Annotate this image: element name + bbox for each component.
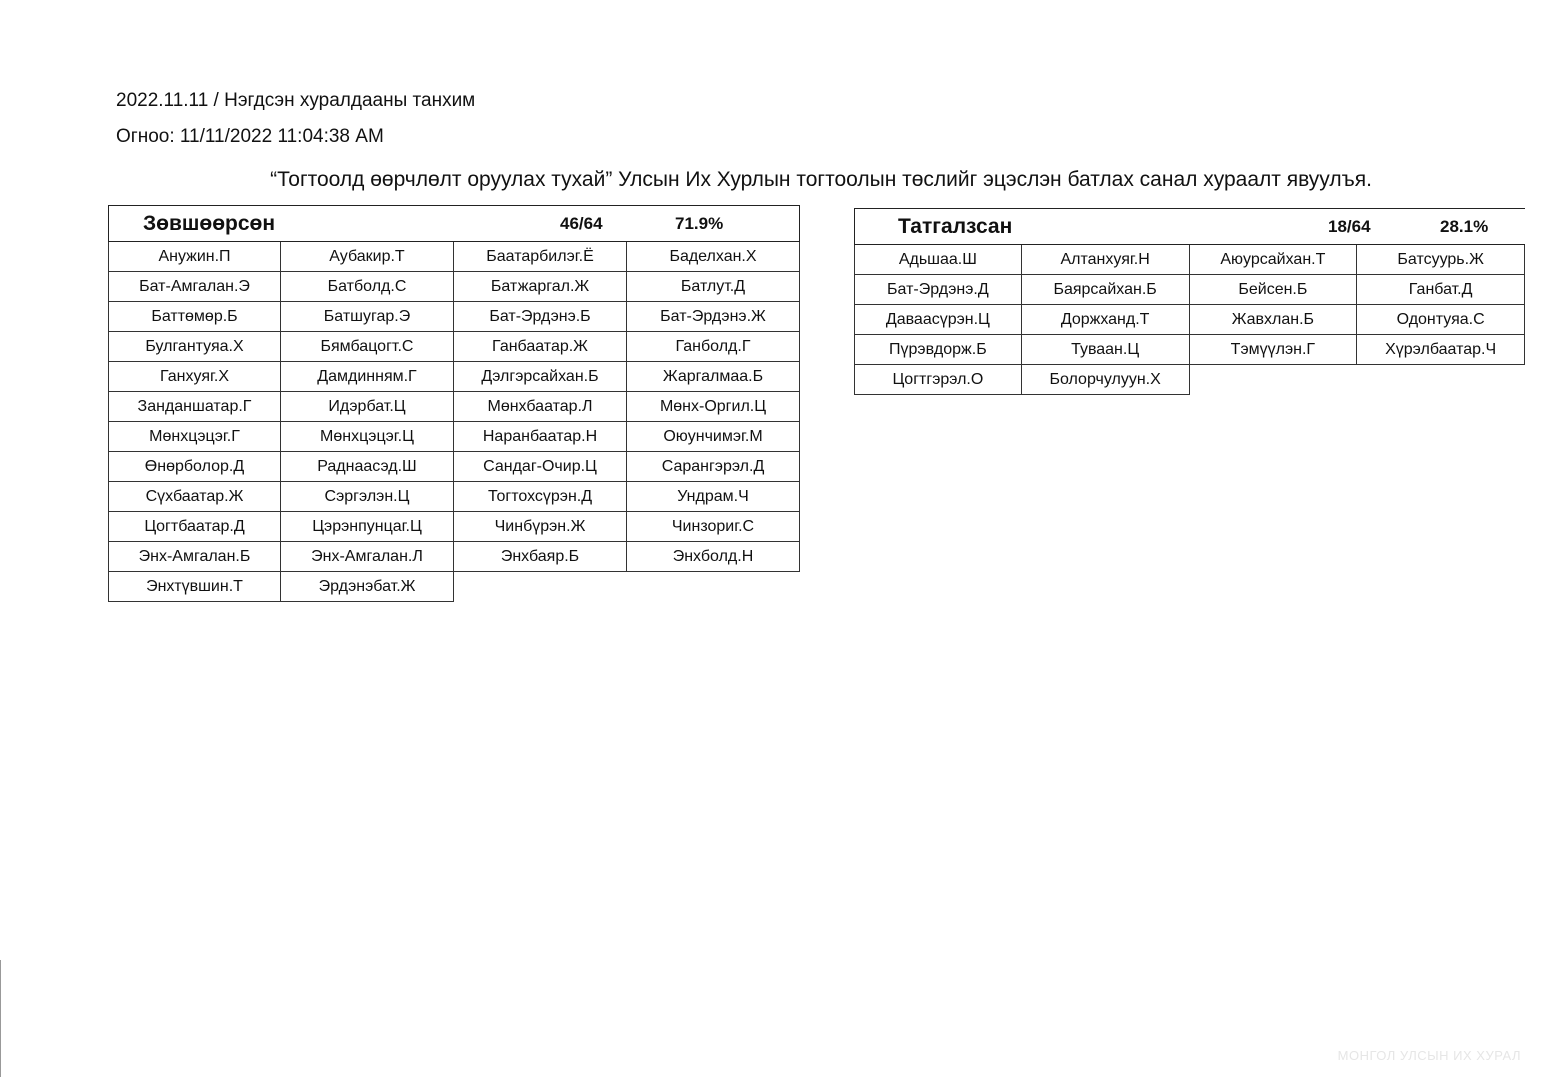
member-name: Тогтохсүрэн.Д xyxy=(454,482,627,512)
approved-percent: 71.9% xyxy=(675,213,724,233)
member-name: Энх-Амгалан.Л xyxy=(281,542,454,572)
member-name: Цогтбаатар.Д xyxy=(108,512,281,542)
member-name: Энхтүвшин.Т xyxy=(108,572,281,602)
member-name: Ганбат.Д xyxy=(1357,275,1525,305)
member-name: Туваан.Ц xyxy=(1022,335,1190,365)
member-name: Булгантуяа.Х xyxy=(108,332,281,362)
member-name: Раднаасэд.Ш xyxy=(281,452,454,482)
member-name: Оюунчимэг.М xyxy=(627,422,800,452)
member-name: Сэргэлэн.Ц xyxy=(281,482,454,512)
member-name: Бат-Эрдэнэ.Б xyxy=(454,302,627,332)
session-line: 2022.11.11 / Нэгдсэн хуралдааны танхим xyxy=(116,90,476,111)
member-name: Чинзориг.С xyxy=(627,512,800,542)
member-name: Бат-Эрдэнэ.Д xyxy=(854,275,1022,305)
member-name: Одонтуяа.С xyxy=(1357,305,1525,335)
member-name: Аубакир.Т xyxy=(281,242,454,272)
member-name: Баатарбилэг.Ё xyxy=(454,242,627,272)
member-name: Мөнхцэцэг.Ц xyxy=(281,422,454,452)
member-name: Эрдэнэбат.Ж xyxy=(281,572,454,602)
approved-names-grid xyxy=(108,242,800,602)
member-name: Жаргалмаа.Б xyxy=(627,362,800,392)
approved-count: 46/64 xyxy=(560,213,603,233)
member-name: Адьшаа.Ш xyxy=(854,245,1022,275)
approved-header xyxy=(108,205,800,242)
member-name: Бат-Эрдэнэ.Ж xyxy=(627,302,800,332)
member-name: Даваасүрэн.Ц xyxy=(854,305,1022,335)
date-line: Огноо: 11/11/2022 11:04:38 AM xyxy=(116,126,384,147)
member-name: Ганхуяг.Х xyxy=(108,362,281,392)
member-name: Аюурсайхан.Т xyxy=(1190,245,1358,275)
member-name: Бейсен.Б xyxy=(1190,275,1358,305)
member-name: Баттөмөр.Б xyxy=(108,302,281,332)
member-name: Энхбаяр.Б xyxy=(454,542,627,572)
member-name: Ганболд.Г xyxy=(627,332,800,362)
member-name: Болорчулуун.Х xyxy=(1022,365,1190,395)
scan-edge-mark xyxy=(0,960,1,1077)
member-name: Ганбаатар.Ж xyxy=(454,332,627,362)
member-name: Чинбүрэн.Ж xyxy=(454,512,627,542)
member-name: Алтанхуяг.Н xyxy=(1022,245,1190,275)
member-name: Өнөрболор.Д xyxy=(108,452,281,482)
member-name: Пүрэвдорж.Б xyxy=(854,335,1022,365)
member-name: Тэмүүлэн.Г xyxy=(1190,335,1358,365)
rejected-title: Татгалзсан xyxy=(898,214,1013,238)
member-name: Идэрбат.Ц xyxy=(281,392,454,422)
member-name: Баярсайхан.Б xyxy=(1022,275,1190,305)
member-name: Занданшатар.Г xyxy=(108,392,281,422)
member-name: Батболд.С xyxy=(281,272,454,302)
rejected-percent: 28.1% xyxy=(1440,216,1489,236)
member-name: Мөнхбаатар.Л xyxy=(454,392,627,422)
member-name: Хүрэлбаатар.Ч xyxy=(1357,335,1525,365)
member-name: Энхболд.Н xyxy=(627,542,800,572)
approved-title: Зөвшөөрсөн xyxy=(143,211,276,235)
member-name: Доржханд.Т xyxy=(1022,305,1190,335)
member-name: Дамдинням.Г xyxy=(281,362,454,392)
member-name: Сандаг-Очир.Ц xyxy=(454,452,627,482)
member-name: Сүхбаатар.Ж xyxy=(108,482,281,512)
rejected-header xyxy=(854,208,1525,245)
member-name: Батсуурь.Ж xyxy=(1357,245,1525,275)
member-name: Батшугар.Э xyxy=(281,302,454,332)
member-name: Дэлгэрсайхан.Б xyxy=(454,362,627,392)
approved-block xyxy=(108,205,800,602)
member-name: Бямбацогт.С xyxy=(281,332,454,362)
member-name: Ундрам.Ч xyxy=(627,482,800,512)
member-name: Баделхан.Х xyxy=(627,242,800,272)
member-name: Цэрэнпунцаг.Ц xyxy=(281,512,454,542)
rejected-names-grid xyxy=(854,245,1525,395)
member-name: Цогтгэрэл.О xyxy=(854,365,1022,395)
member-name: Бат-Амгалан.Э xyxy=(108,272,281,302)
member-name: Анужин.П xyxy=(108,242,281,272)
member-name: Мөнхцэцэг.Г xyxy=(108,422,281,452)
rejected-count: 18/64 xyxy=(1328,216,1371,236)
member-name: Энх-Амгалан.Б xyxy=(108,542,281,572)
member-name: Мөнх-Оргил.Ц xyxy=(627,392,800,422)
member-name: Батлут.Д xyxy=(627,272,800,302)
member-name: Батжаргал.Ж xyxy=(454,272,627,302)
member-name: Жавхлан.Б xyxy=(1190,305,1358,335)
member-name: Наранбаатар.Н xyxy=(454,422,627,452)
watermark: МОНГОЛ УЛСЫН ИХ ХУРАЛ xyxy=(1337,1048,1521,1063)
vote-question: “Тогтоолд өөрчлөлт оруулах тухай” Улсын Их Хурлын тогтоолын төслийг эцэслэн батлах санал хураалт явуулъя. xyxy=(270,168,1372,191)
rejected-block xyxy=(854,208,1525,395)
member-name: Сарангэрэл.Д xyxy=(627,452,800,482)
